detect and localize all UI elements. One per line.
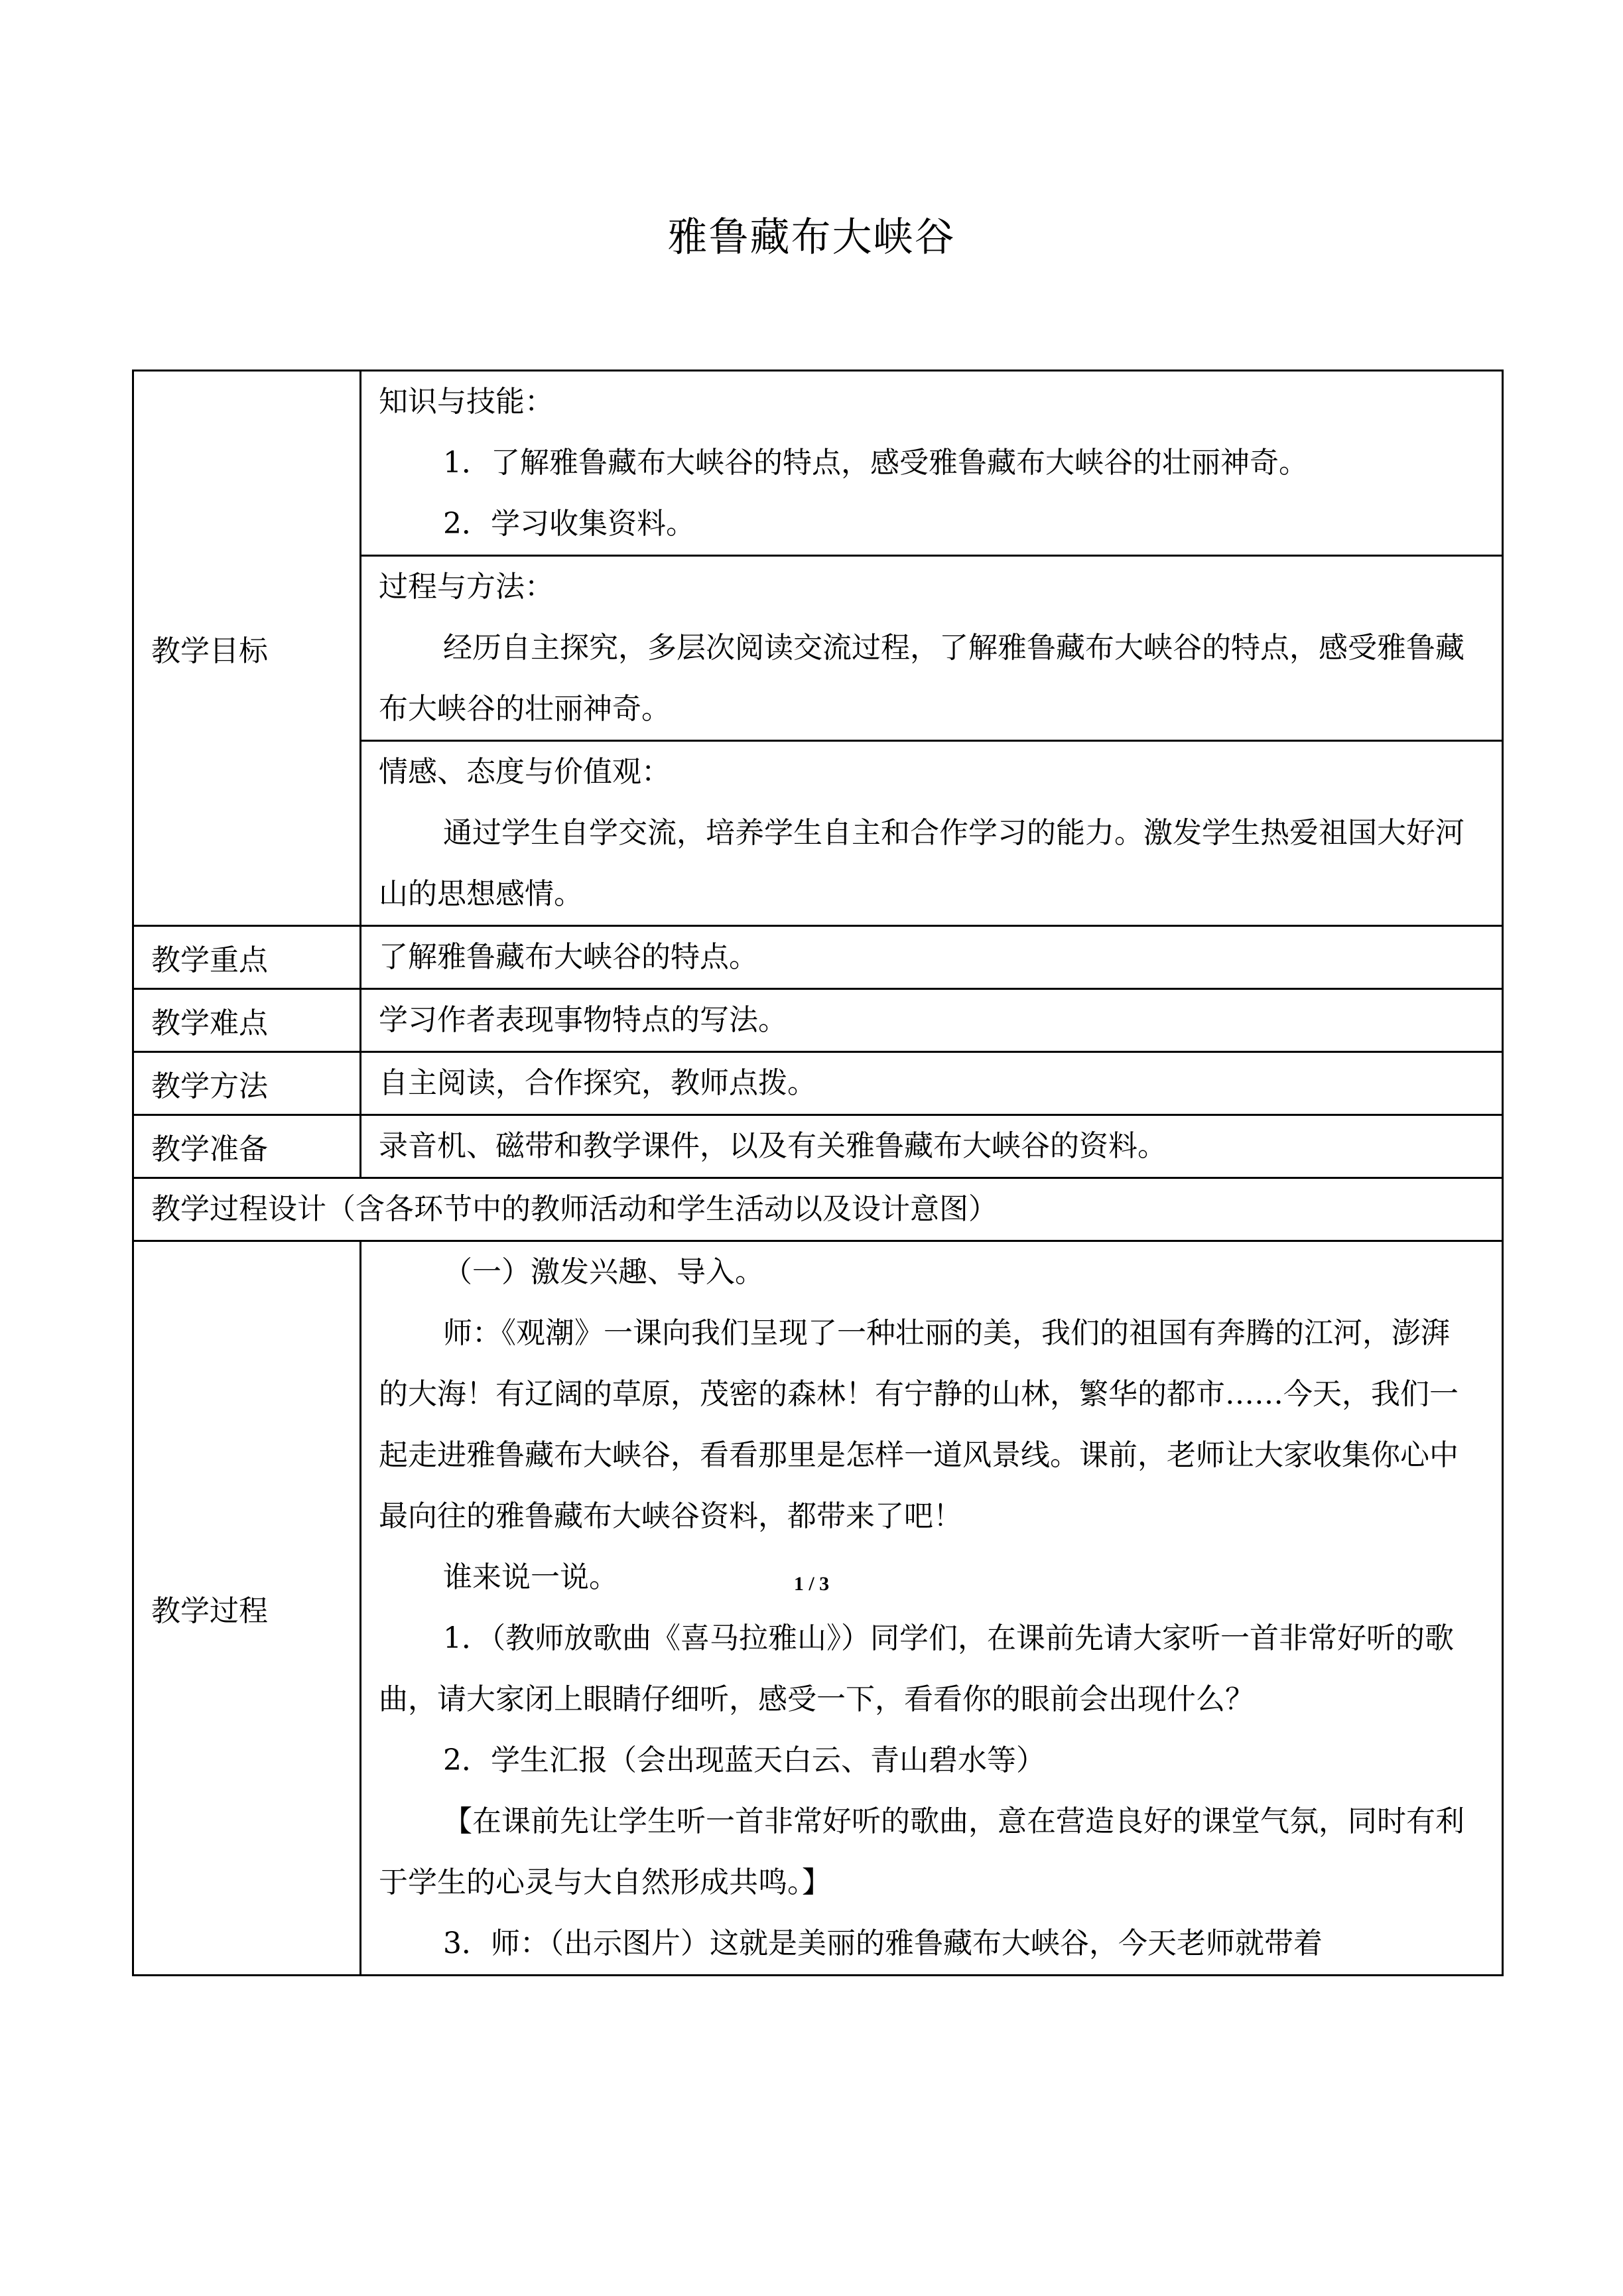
knowledge-item: 1．了解雅鲁藏布大峡谷的特点，感受雅鲁藏布大峡谷的壮丽神奇。 xyxy=(443,446,1308,480)
process-paragraph: 2．学生汇报（会出现蓝天白云、青山碧水等） xyxy=(443,1743,1045,1777)
process-paragraph: 师：《观潮》一课向我们呈现了一种壮丽的美，我们的祖国有奔腾的江河，澎湃的大海！有辽阔的草原，茂密的森林！有宁静的山林，繁华的都市……今天，我们一起走进雅鲁藏布大峡谷，看看那里是怎样一道风景线。课前，老师让大家收集你心中最向往的雅鲁藏布大峡谷资料，都带来了吧！ xyxy=(379,1316,1459,1533)
table-row xyxy=(133,1241,1503,1976)
knowledge-section xyxy=(361,371,1503,556)
process-method-section xyxy=(361,556,1503,741)
emotion-section xyxy=(361,741,1503,926)
prep-value: 录音机、磁带和教学课件，以及有关雅鲁藏布大峡谷的资料。 xyxy=(361,1115,1503,1178)
difficulty-label: 教学难点 xyxy=(133,989,361,1052)
emotion-heading: 情感、态度与价值观： xyxy=(379,755,671,789)
process-paragraph: 3．师：（出示图片）这就是美丽的雅鲁藏布大峡谷，今天老师就带着 xyxy=(443,1926,1323,1960)
process-method-heading: 过程与方法： xyxy=(379,570,554,604)
emotion-text: 通过学生自学交流，培养学生自主和合作学习的能力。激发学生热爱祖国大好河山的思想感情。 xyxy=(379,816,1464,911)
process-paragraph: 【在课前先让学生听一首非常好听的歌曲，意在营造良好的课堂气氛，同时有利于学生的心灵与大自然形成共鸣。】 xyxy=(379,1804,1464,1899)
process-content xyxy=(361,1241,1503,1976)
focus-label: 教学重点 xyxy=(133,926,361,989)
method-value: 自主阅读，合作探究，教师点拨。 xyxy=(361,1052,1503,1115)
table-row xyxy=(133,989,1503,1052)
page-number: 1 / 3 xyxy=(793,1573,830,1595)
method-label: 教学方法 xyxy=(133,1052,361,1115)
process-paragraph: （一）激发兴趣、导入。 xyxy=(443,1255,764,1289)
knowledge-item: 2．学习收集资料。 xyxy=(443,507,695,541)
design-header: 教学过程设计（含各环节中的教师活动和学生活动以及设计意图） xyxy=(133,1178,1503,1241)
table-row xyxy=(133,926,1503,989)
prep-label: 教学准备 xyxy=(133,1115,361,1178)
knowledge-heading: 知识与技能： xyxy=(379,385,554,419)
focus-value: 了解雅鲁藏布大峡谷的特点。 xyxy=(361,926,1503,989)
objectives-label: 教学目标 xyxy=(133,371,361,926)
table-row xyxy=(133,1178,1503,1241)
document-title: 雅鲁藏布大峡谷 xyxy=(667,214,956,261)
table-row xyxy=(133,1052,1503,1115)
lesson-plan-table xyxy=(132,370,1504,1976)
process-method-text: 经历自主探究，多层次阅读交流过程，了解雅鲁藏布大峡谷的特点，感受雅鲁藏布大峡谷的壮丽神奇。 xyxy=(379,631,1464,726)
process-paragraph: 谁来说一说。 xyxy=(443,1560,618,1594)
process-label: 教学过程 xyxy=(133,1241,361,1976)
table-row xyxy=(133,1115,1503,1178)
table-row xyxy=(133,371,1503,556)
process-paragraph: 1．（教师放歌曲《喜马拉雅山》）同学们，在课前先请大家听一首非常好听的歌曲，请大家闭上眼睛仔细听，感受一下，看看你的眼前会出现什么？ xyxy=(379,1621,1454,1716)
difficulty-value: 学习作者表现事物特点的写法。 xyxy=(361,989,1503,1052)
